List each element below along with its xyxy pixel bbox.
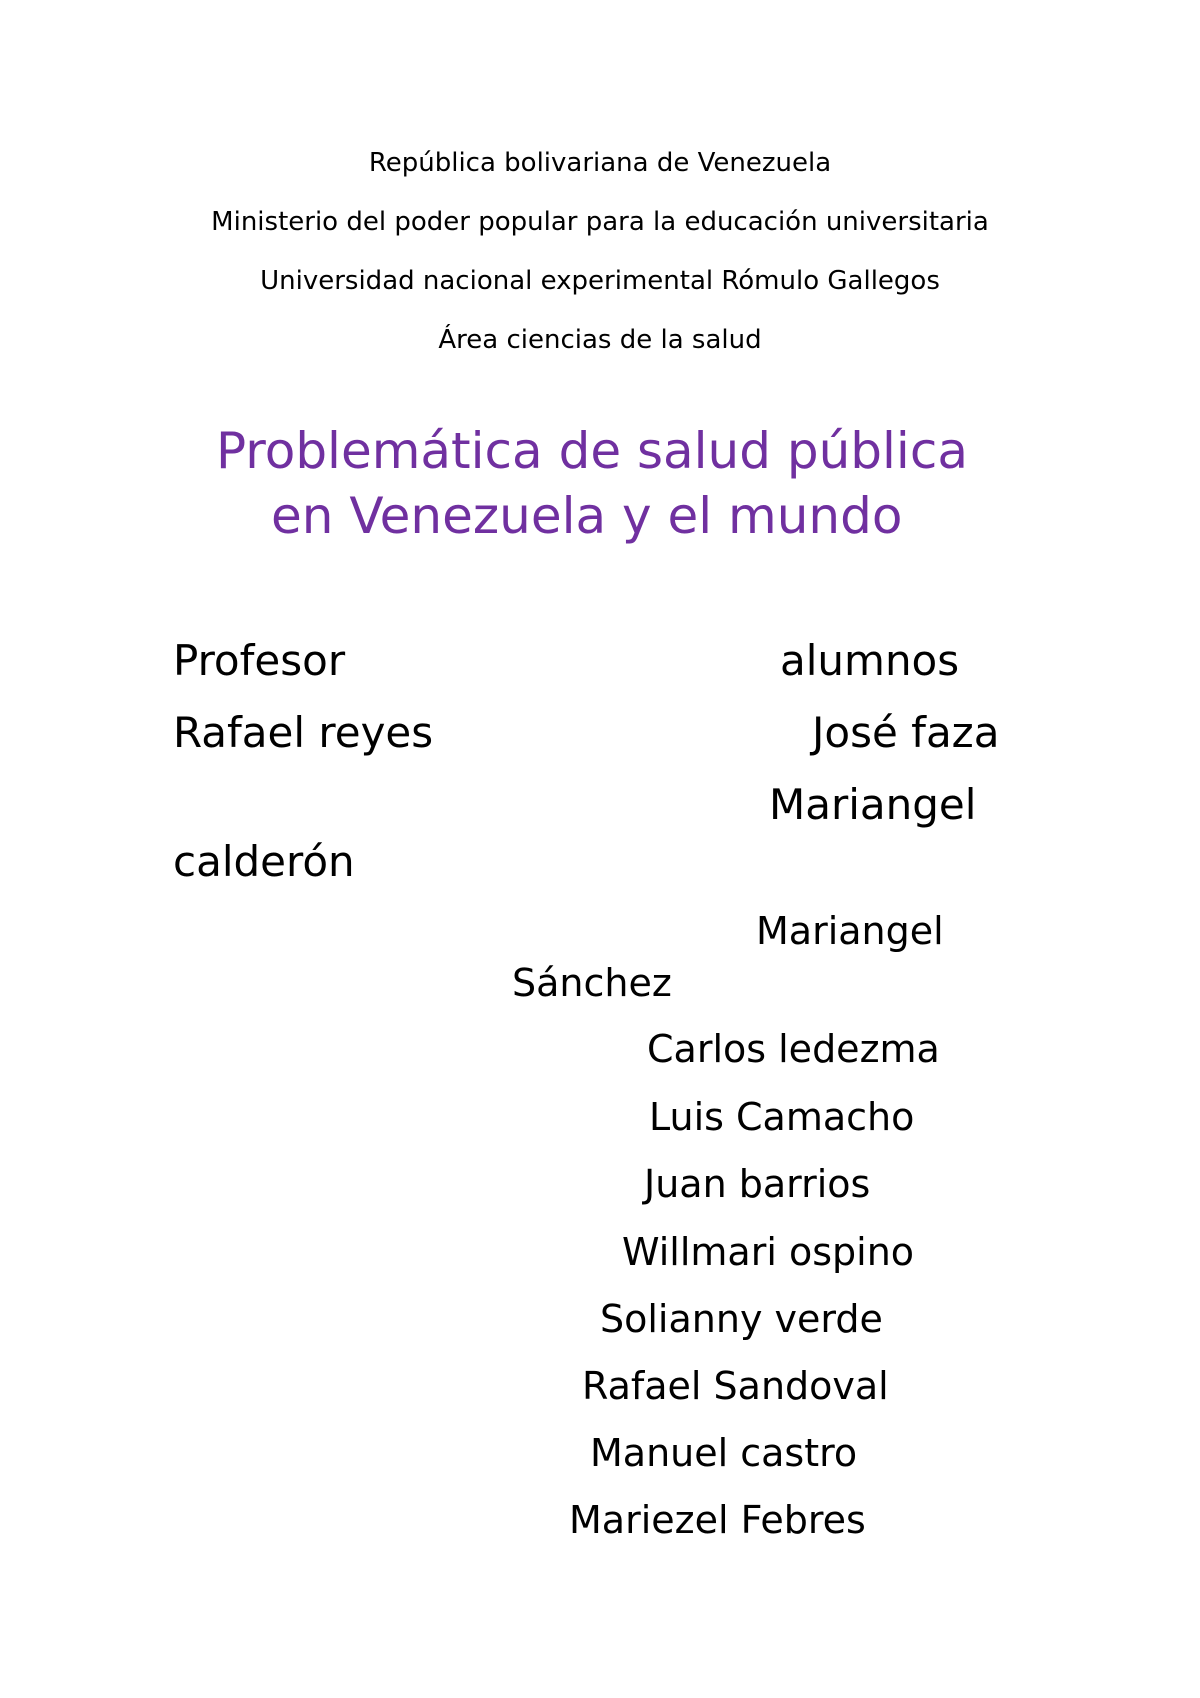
students-label: alumnos — [780, 636, 960, 685]
student-name: Sánchez — [512, 961, 672, 1005]
student-name: calderón — [173, 837, 355, 886]
header-line-university: Universidad nacional experimental Rómulo Gallegos — [260, 266, 940, 296]
student-name: Solianny verde — [600, 1297, 883, 1341]
student-name: Carlos ledezma — [647, 1027, 940, 1071]
header-line-ministry: Ministerio del poder popular para la educación universitaria — [211, 207, 989, 237]
title-line-1: Problemática de salud pública — [216, 422, 968, 480]
student-name: Rafael Sandoval — [582, 1364, 889, 1408]
student-name: Mariangel — [769, 780, 977, 829]
student-name: Luis Camacho — [649, 1095, 915, 1139]
student-name: Juan barrios — [644, 1162, 871, 1206]
professor-name: Rafael reyes — [173, 708, 434, 757]
title-line-2: en Venezuela y el mundo — [271, 487, 903, 545]
student-name: Mariezel Febres — [569, 1498, 866, 1542]
header-line-area: Área ciencias de la salud — [438, 325, 762, 355]
professor-label: Profesor — [173, 636, 346, 685]
student-name: José faza — [812, 708, 1000, 757]
header-line-country: República bolivariana de Venezuela — [368, 148, 832, 178]
student-name: Manuel castro — [590, 1431, 858, 1475]
student-name: Mariangel — [756, 909, 944, 953]
student-name: Willmari ospino — [622, 1230, 915, 1274]
